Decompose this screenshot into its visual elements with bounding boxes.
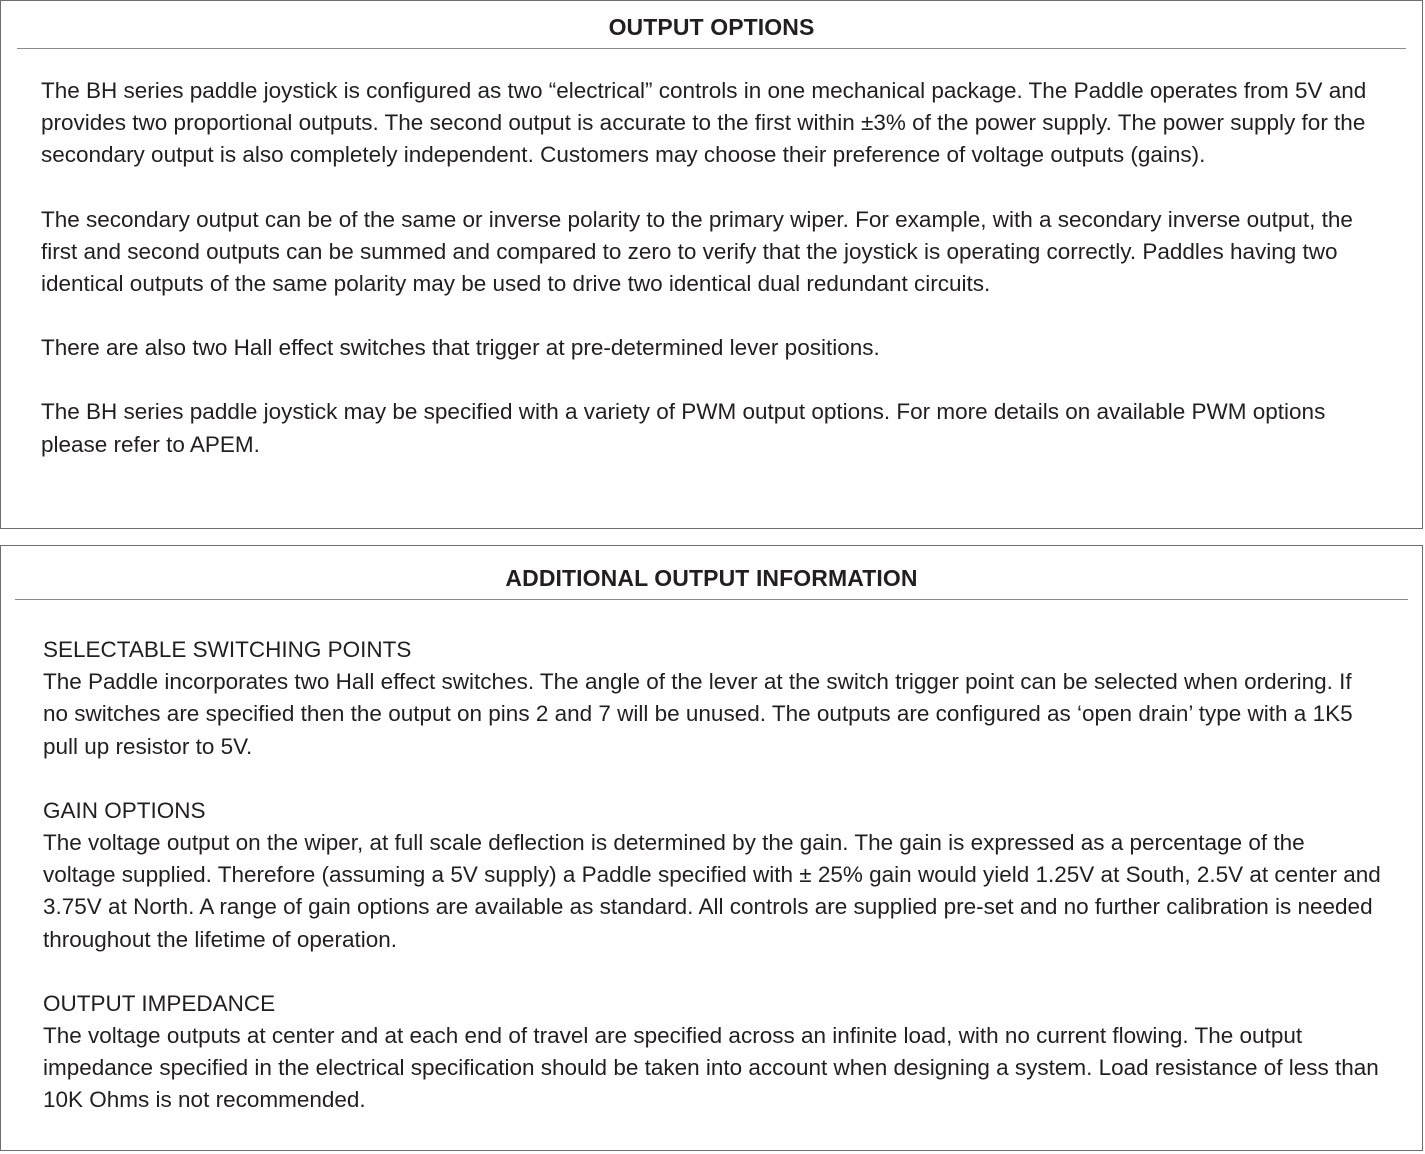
gain-options-section <box>43 795 1382 956</box>
output-options-paragraph: There are also two Hall effect switches that trigger at pre-determined lever positions. <box>41 335 880 361</box>
section-text: The voltage outputs at center and at each end of travel are specified across an infinite load, with no current flowing. The output impedance specified in the electrical specification should be taken into account when designing a system. Load resistance of less than 10K Ohms is not recommended. <box>43 1023 1379 1113</box>
section-text: The Paddle incorporates two Hall effect switches. The angle of the lever at the switch trigger point can be selected when ordering. If no switches are specified then the output on pins 2 and 7 will be unused. The outputs are configured as ‘open drain’ type with a 1K5 pull up resistor to 5V. <box>43 669 1353 759</box>
output-options-panel <box>0 0 1423 529</box>
output-options-paragraph: The BH series paddle joystick is configured as two “electrical” controls in one mechanical package. The Paddle operates from 5V and provides two proportional outputs. The second output is accurate to the first within ±3% of the power supply. The power supply for the secondary output is also completely independent. Customers may choose their preference of voltage outputs (gains). <box>41 78 1367 168</box>
output-options-paragraph: The BH series paddle joystick may be specified with a variety of PWM output options. For more details on available PWM options please refer to APEM. <box>41 399 1326 457</box>
additional-output-panel <box>0 545 1423 1151</box>
output-options-title: OUTPUT OPTIONS <box>17 14 1406 49</box>
section-heading: SELECTABLE SWITCHING POINTS <box>43 637 412 662</box>
section-heading: OUTPUT IMPEDANCE <box>43 990 276 1016</box>
additional-output-body <box>1 600 1422 1117</box>
output-impedance-section <box>43 988 1382 1117</box>
output-options-body <box>1 49 1422 461</box>
section-heading: GAIN OPTIONS <box>43 797 206 823</box>
output-options-paragraph: The secondary output can be of the same or inverse polarity to the primary wiper. For example, with a secondary inverse output, the first and second outputs can be summed and compared to zero to verify that the joystick is operating correctly. Paddles having two identical outputs of the same polarity may be used to drive two identical dual redundant circuits. <box>41 206 1353 297</box>
additional-output-title: ADDITIONAL OUTPUT INFORMATION <box>15 565 1408 600</box>
section-text: The voltage output on the wiper, at full scale deflection is determined by the gain. The gain is expressed as a percentage of the voltage supplied. Therefore (assuming a 5V supply) a Paddle specified with ± 25% gain would yield 1.25V at South, 2.5V at center and 3.75V at North. A range of gain options are available as standard. All controls are supplied pre-set and no further calibration is needed throughout the lifetime of operation. <box>43 830 1381 952</box>
switching-points-section <box>43 634 1382 763</box>
